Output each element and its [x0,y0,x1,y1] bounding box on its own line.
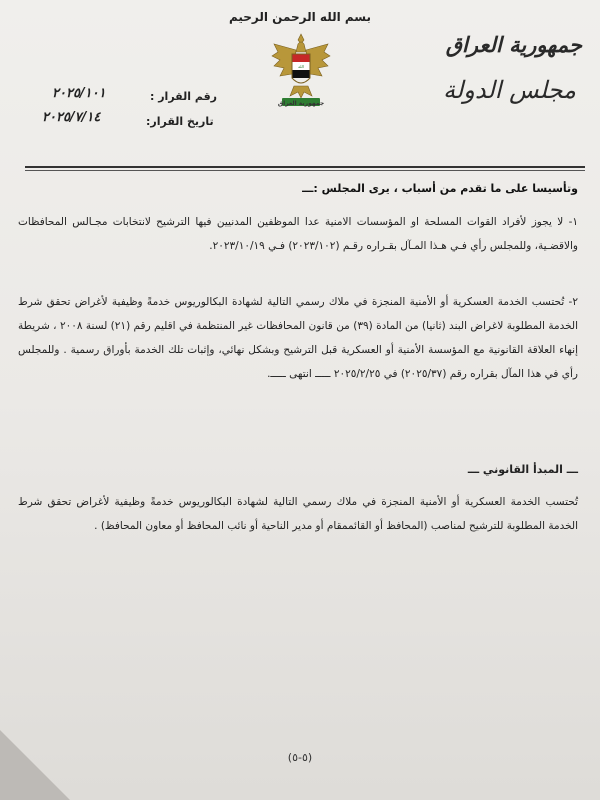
decision-number-label: رقم القرار : [150,90,217,103]
org-name-line1: جمهورية العراق [445,32,582,57]
org-name-line2: مجلس الدولة [443,76,576,104]
page-number: (٥-٥) [287,751,313,764]
header-divider [25,166,585,168]
legal-principle-text: تُحتسب الخدمة العسكرية أو الأمنية المنجزة في ملاك رسمي التالية لشهادة البكالوريوس خدمةً وظيفية لأغراض تحقق شرط الخدمة المطلوبة للترشيح لمناصب (المحافظ أو القائممقام أو مدير الناحية أو نائب المحافظ أو معاون المحافظ) . [18,496,578,532]
decision-number-value: ٢٠٢٥/١٠١ [52,86,106,101]
calligraphy-logo [443,30,582,120]
legal-principle-title: ـــ المبدأ القانوني ـــ [467,463,578,476]
decision-date-label: تاريخ القرار: [146,115,214,128]
emblem-caption: جمهورية العراق [277,100,325,107]
svg-text:الله: الله [298,64,304,69]
decision-item-1: ١- لا يجوز لأفراد القوات المسلحة او المؤسسات الامنية عدا الموظفين المدنيين فيها الترشيح لانتخابات مجـالس المحافظات والاقضـية، وللمجلس رأي فـي هـذا المـآل بقـراره رقـم (٢٠٢٣/١٠٢) فـي ٢٠٢٣/١٠/١٩. [18,216,578,252]
decision-item-2: ٢- تُحتسب الخدمة العسكرية أو الأمنية المنجزة في ملاك رسمي التالية لشهادة البكالوريوس خدمةً وظيفية لأغراض تحقق شرط الخدمة المطلوبة لاغراض البند (ثانيا) من المادة (٣٩) من قانون المحافظات غير المنتظمة في اقليم رقم (٢١) لسنة ٢٠٠٨ ، شريطة إنهاء العلاقة القانونية مع المؤسسة الأمنية أو العسكرية قبل الترشيح وبشكل نهائي، وإثبات تلك الخدمة بأوراق رسمية . وللمجلس رأي في هذا المآل بقراره رقم (٢٠٢٥/٣٧) في ٢٠٢٥/٢/٢٥ ـــــ انتهى ـــــ. [18,296,579,380]
header-divider-thin [25,170,585,171]
decision-date-value: ٢٠٢٥/٧/١٤ [42,110,101,125]
decision-heading: وتأسيسا على ما تقدم من أسباب ، يرى المجلس :ـــ [302,182,578,195]
page-corner-shadow [0,730,70,800]
basmala: بسم الله الرحمن الرحيم [228,10,372,24]
